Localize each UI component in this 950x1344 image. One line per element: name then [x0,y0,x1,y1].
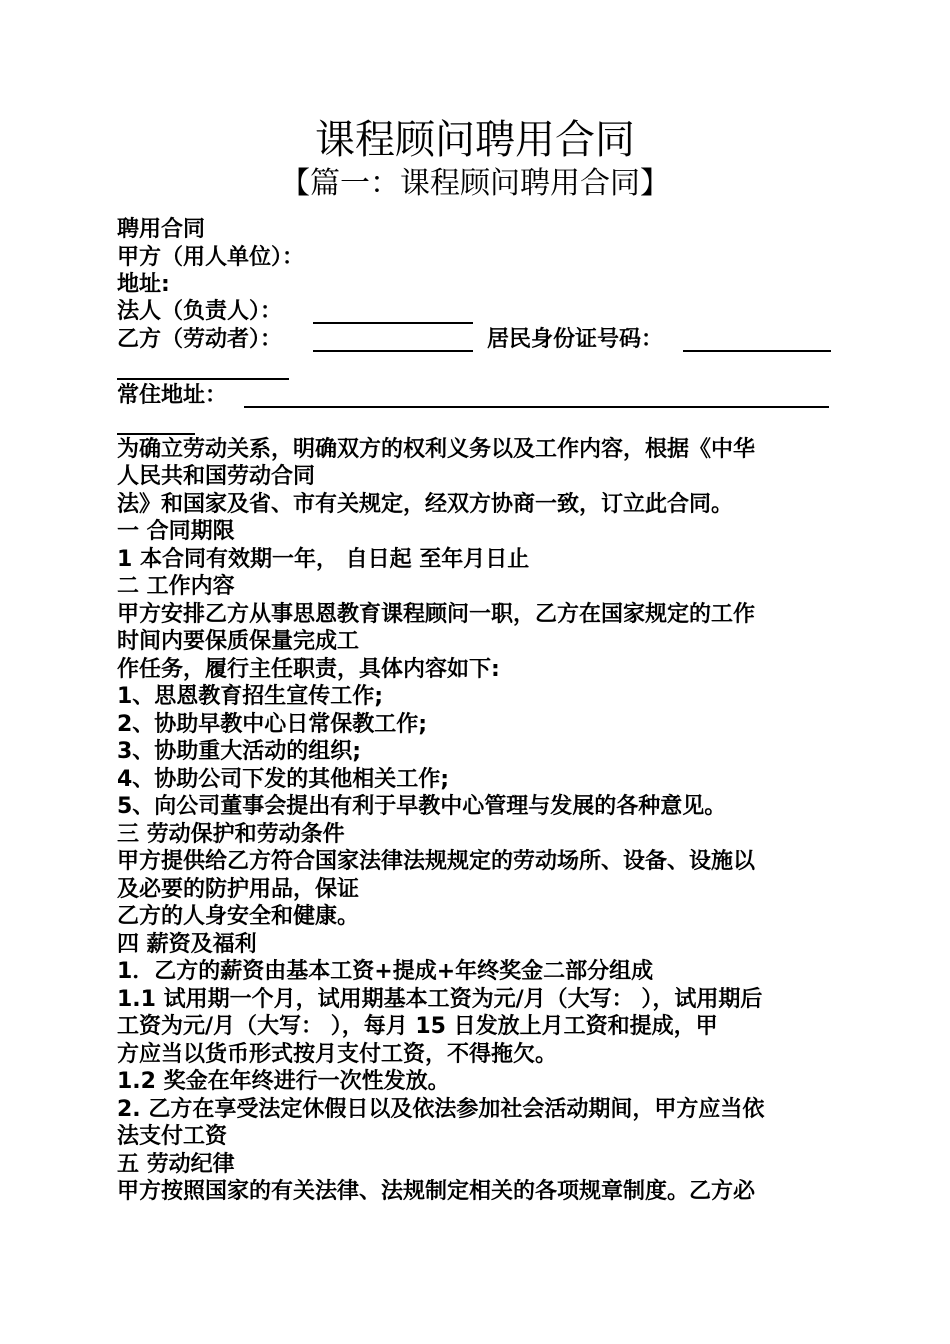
id-number-blank-continued [117,378,289,380]
section-4-heading: 四 薪资及福利 [117,932,257,957]
section-4-line-4: 方应当以货币形式按月支付工资，不得拖欠。 [117,1042,558,1067]
section-2-heading: 二 工作内容 [117,574,235,599]
party-b-blank [313,350,473,352]
id-number-label: 居民身份证号码： [487,327,664,352]
section-1-heading: 一 合同期限 [117,519,235,544]
duty-item-5: 5、向公司董事会提出有利于早教中心管理与发展的各种意见。 [117,794,727,819]
document-subtitle: 【篇一：课程顾问聘用合同】 [280,166,670,201]
section-4-line-7: 法支付工资 [117,1124,228,1149]
section-4-line-6: 2. 乙方在享受法定休假日以及依法参加社会活动期间，甲方应当依 [117,1097,765,1122]
preamble-line-2: 人民共和国劳动合同 [117,464,316,489]
duty-item-1: 1、思恩教育招生宣传工作; [117,684,384,709]
legal-rep-blank [313,322,473,324]
section-2-line-2: 时间内要保质保量完成工 [117,629,360,654]
heading-contract: 聘用合同 [117,217,206,242]
id-number-blank [683,350,831,352]
section-3-line-2: 及必要的防护用品，保证 [117,877,360,902]
duty-item-2: 2、协助早教中心日常保教工作; [117,712,428,737]
legal-rep-label: 法人（负责人）： [117,299,283,324]
section-1-term: 1 本合同有效期一年， 自日起 至年月日止 [117,547,530,572]
section-2-line-1: 甲方安排乙方从事思恩教育课程顾问一职，乙方在国家规定的工作 [117,602,756,627]
section-5-line-1: 甲方按照国家的有关法律、法规制定相关的各项规章制度。乙方必 [117,1179,756,1204]
section-3-heading: 三 劳动保护和劳动条件 [117,822,345,847]
section-4-line-3: 工资为元/月（大写： ），每月 15 日发放上月工资和提成，甲 [117,1014,718,1039]
section-4-line-1: 1．乙方的薪资由基本工资+提成+年终奖金二部分组成 [117,959,654,984]
section-2-line-3: 作任务，履行主任职责，具体内容如下: [117,657,500,682]
section-4-line-5: 1.2 奖金在年终进行一次性发放。 [117,1069,450,1094]
document-title: 课程顾问聘用合同 [315,117,635,163]
section-5-heading: 五 劳动纪律 [117,1152,235,1177]
duty-item-4: 4、协助公司下发的其他相关工作; [117,767,450,792]
residence-blank [244,406,829,408]
residence-label: 常住地址： [117,383,228,408]
party-b-label: 乙方（劳动者）： [117,327,283,352]
section-4-line-2: 1.1 试用期一个月，试用期基本工资为元/月（大写： ），试用期后 [117,987,763,1012]
preamble-line-1: 为确立劳动关系，明确双方的权利义务以及工作内容，根据《中华 [117,437,756,462]
address-label: 地址: [117,272,170,297]
section-3-line-1: 甲方提供给乙方符合国家法律法规规定的劳动场所、设备、设施以 [117,849,756,874]
residence-blank-continued [117,433,195,435]
duty-item-3: 3、协助重大活动的组织; [117,739,362,764]
party-a-label: 甲方（用人单位）： [117,245,305,270]
preamble-line-3: 法》和国家及省、市有关规定，经双方协商一致，订立此合同。 [117,492,734,517]
section-3-line-3: 乙方的人身安全和健康。 [117,904,360,929]
